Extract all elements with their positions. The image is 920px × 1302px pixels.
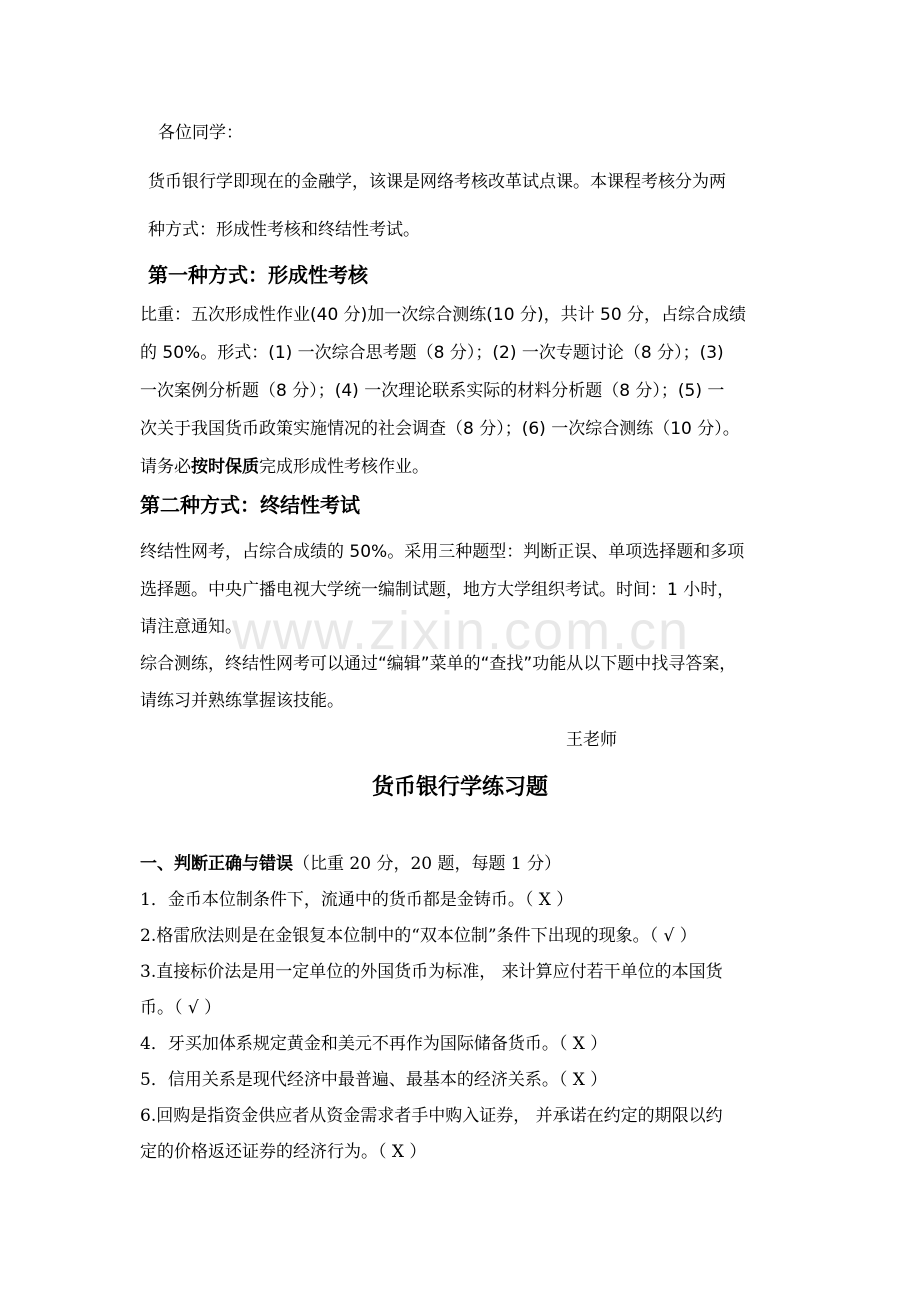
part1-heading-bold: 一、判断正确与错误 (140, 854, 293, 874)
section1-line-5 (140, 456, 429, 478)
section1-line-4: 次关于我国货币政策实施情况的社会调查（8 分）；(6) 一次综合测练（10 分）。 (140, 419, 740, 439)
question-6-line-1: 6.回购是指资金供应者从资金需求者手中购入证券， 并承诺在约定的期限以约 (140, 1106, 723, 1126)
part1-heading-rest: （比重 20 分，20 题，每题 1 分） (293, 854, 562, 874)
section1-last-bold: 按时保质 (191, 457, 259, 477)
section2-line-3: 请注意通知。 (140, 617, 242, 637)
section1-line-1: 比重：五次形成性作业(40 分)加一次综合测练(10 分)，共计 50 分，占综合成绩 (140, 305, 747, 325)
section1-last-suffix: 完成形成性考核作业。 (259, 457, 429, 477)
section2-line-5: 请练习并熟练掌握该技能。 (140, 691, 344, 711)
question-6-line-2: 定的价格返还证券的经济行为。（ X ） (140, 1142, 427, 1162)
question-5: 5．信用关系是现代经济中最普遍、最基本的经济关系。（ X ） (140, 1070, 608, 1090)
part1-heading (140, 853, 561, 875)
section2-line-1: 终结性网考，占综合成绩的 50%。采用三种题型：判断正误、单项选择题和多项 (140, 542, 745, 562)
greeting: 各位同学： (158, 123, 243, 143)
question-3-line-1: 3.直接标价法是用一定单位的外国货币为标准， 来计算应付若干单位的本国货 (140, 962, 723, 982)
section2-line-4: 综合测练，终结性网考可以通过“编辑”菜单的“查找”功能从以下题中找寻答案， (140, 654, 737, 674)
section1-line-2: 的 50%。形式：(1) 一次综合思考题（8 分）；(2) 一次专题讨论（8 分）；(3) (140, 343, 724, 363)
question-3-line-2: 币。（ √ ） (140, 998, 222, 1018)
section1-heading: 第一种方式：形成性考核 (148, 263, 368, 287)
intro-line-1: 货币银行学即现在的金融学，该课是网络考核改革试点课。本课程考核分为两 (148, 172, 726, 192)
section1-last-prefix: 请务必 (140, 457, 191, 477)
exercises-title: 货币银行学练习题 (371, 775, 548, 800)
question-1: 1．金币本位制条件下，流通中的货币都是金铸币。（ X ） (140, 890, 574, 910)
section1-line-3: 一次案例分析题（8 分）；(4) 一次理论联系实际的材料分析题（8 分）；(5) 一 (140, 381, 725, 401)
question-2: 2.格雷欣法则是在金银复本位制中的“双本位制”条件下出现的现象。（ √ ） (140, 926, 697, 946)
watermark: www.zixin.com.cn (232, 601, 691, 661)
signature: 王老师 (566, 730, 617, 750)
section2-line-2: 选择题。中央广播电视大学统一编制试题，地方大学组织考试。时间：1 小时， (140, 580, 735, 600)
section2-heading: 第二种方式：终结性考试 (140, 493, 360, 517)
question-4: 4．牙买加体系规定黄金和美元不再作为国际储备货币。（ X ） (140, 1034, 608, 1054)
intro-line-2: 种方式：形成性考核和终结性考试。 (148, 220, 420, 240)
